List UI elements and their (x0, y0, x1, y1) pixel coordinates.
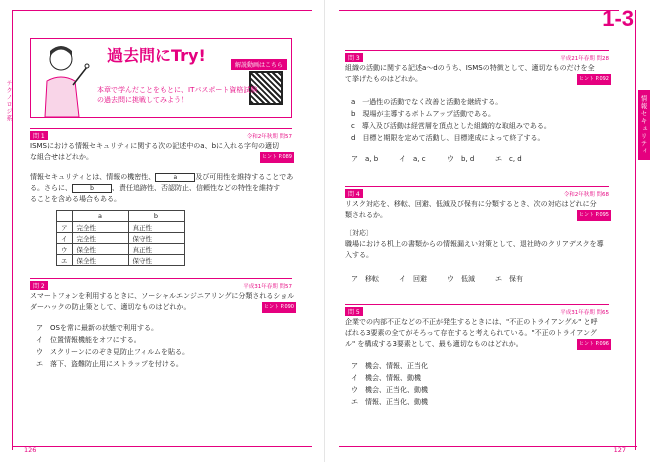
statement-item: b 現場が主導するボトムアップ活動である。 (351, 110, 495, 118)
question-line: リスク対応を、移転、回避、低減及び保有に分類するとき、次の対応はどれに分 (345, 200, 597, 208)
banner-subtitle-line: の過去問に挑戦してみよう！ (97, 96, 188, 104)
question-badge: 問 2 (30, 281, 48, 290)
answer-row (351, 274, 543, 284)
side-tab: テクノロジ系 (5, 80, 12, 122)
body-text: ることを含める場合もある。 (30, 195, 121, 203)
question-text (30, 141, 294, 163)
statement-item: c 導入及び活動は経営層を頂点とした組織的な取組みである。 (351, 122, 551, 130)
chapter-number: 1-3 (602, 6, 634, 31)
table-header-cell: b (128, 211, 184, 222)
answer-option[interactable]: イ a, c (399, 155, 426, 163)
answer-option[interactable]: ア 移転 (351, 275, 379, 283)
question-text (30, 291, 296, 313)
question-source: 平成31年春期 問65 (560, 309, 609, 316)
answer-option[interactable]: ウ b, d (447, 155, 475, 163)
hint-badge[interactable]: ヒント P.095 (577, 210, 611, 221)
answer-option[interactable]: イ 回避 (399, 275, 427, 283)
table-header-row (57, 211, 185, 222)
hint-badge[interactable]: ヒント P.089 (260, 152, 294, 163)
question-line: スマートフォンを利用するときに、ソーシャルエンジニアリングに分類されるショル (30, 292, 295, 300)
table-cell: 保全性 (72, 244, 128, 255)
response-text: 職場における机上の書類からの情報漏えい対策として、退社時のクリアデスクを導 (345, 240, 604, 248)
answer-row (351, 154, 543, 164)
question-header (30, 128, 292, 140)
question-line: 組織の活動に関する記述a〜dのうち、ISMSの特徴として、適切なものだけを全 (345, 64, 595, 72)
question-source: 令和2年秋期 問57 (246, 133, 292, 140)
question-header (345, 186, 609, 198)
question-line: て挙げたものはどれか。 (345, 75, 422, 83)
body-text: 情報セキュリティとは、情報の機密性、 (30, 173, 156, 181)
question-body (30, 172, 294, 205)
question-badge: 問 3 (345, 53, 363, 62)
question-line: ダーハックの防止策として、適切なものはどれか。 (30, 303, 191, 311)
person-illustration (35, 41, 91, 117)
question-text (345, 199, 611, 221)
frame-line (339, 446, 637, 447)
question-line: 企業での内部不正などの不正が発生するときには、"不正のトライアングル" と呼 (345, 318, 598, 326)
frame-line (12, 10, 312, 11)
table-cell: ウ (57, 244, 73, 255)
answer-option[interactable]: ウ 低減 (447, 275, 475, 283)
hint-badge[interactable]: ヒント P.092 (577, 74, 611, 85)
question-source: 令和2年秋期 問68 (563, 191, 609, 198)
blank-box-b: b (72, 184, 112, 193)
frame-line (339, 10, 619, 11)
option-item[interactable]: ウ スクリーンにのぞき見防止フィルムを貼る。 (36, 348, 190, 356)
banner-subtitle-line: 本章で学んだことをもとに、ITパスポート資格試験 (97, 86, 258, 94)
answer-table (56, 210, 185, 266)
answer-option[interactable]: エ c, d (495, 155, 522, 163)
option-item[interactable]: ア 機会、情報、正当化 (351, 362, 428, 370)
response-text: 入する。 (345, 251, 373, 259)
video-tag[interactable]: 解説動画はこちら (231, 59, 287, 70)
question-header (345, 304, 609, 316)
section-tab[interactable]: 情報セキュリティ (638, 90, 650, 160)
question-line: ル" を構成する3要素として、最も適切なものはどれか。 (345, 340, 523, 348)
options-list (351, 360, 591, 408)
table-header-cell: a (72, 211, 128, 222)
table-cell: 保守性 (128, 233, 184, 244)
table-cell: 保守性 (128, 255, 184, 266)
table-cell: 保全性 (72, 255, 128, 266)
frame-line (635, 10, 636, 450)
table-row (57, 255, 185, 266)
response-label: 〔対応〕 (345, 229, 373, 237)
question-text (345, 317, 611, 350)
question-badge: 問 4 (345, 189, 363, 198)
page-number: 126 (24, 446, 37, 454)
option-item[interactable]: ア OSを常に最新の状態で利用する。 (36, 324, 158, 332)
table-cell: ア (57, 222, 73, 233)
right-page (325, 0, 650, 462)
option-item[interactable]: イ 位置情報機能をオフにする。 (36, 336, 141, 344)
table-cell: 真正性 (128, 222, 184, 233)
frame-line (12, 10, 13, 450)
table-row (57, 222, 185, 233)
table-cell: 完全性 (72, 233, 128, 244)
table-row (57, 233, 185, 244)
body-text: 、責任追跡性、否認防止、信頼性などの特性を維持す (112, 184, 280, 192)
page-number: 127 (613, 446, 626, 454)
frame-line (12, 446, 312, 447)
option-item[interactable]: エ 落下、盗難防止用にストラップを付ける。 (36, 360, 183, 368)
answer-option[interactable]: ア a, b (351, 155, 379, 163)
table-cell: 真正性 (128, 244, 184, 255)
question-source: 平成21年春期 問28 (560, 55, 609, 62)
question-header (345, 50, 609, 62)
table-header-cell (57, 211, 73, 222)
hint-badge[interactable]: ヒント P.096 (577, 339, 611, 350)
hint-badge[interactable]: ヒント P.090 (262, 302, 296, 313)
question-badge: 問 1 (30, 131, 48, 140)
banner-title: 過去問にTry! (107, 46, 206, 65)
question-badge: 問 5 (345, 307, 363, 316)
blank-box-a: a (155, 173, 195, 182)
statement-item: a 一過性の活動でなく改善と活動を継続する。 (351, 98, 503, 106)
option-item[interactable]: ウ 機会、正当化、動機 (351, 386, 428, 394)
body-text: 及び可用性を維持することであ (195, 173, 294, 181)
statement-item: d 目標と期限を定めて活動し、目標達成によって終了する。 (351, 134, 545, 142)
option-item[interactable]: エ 情報、正当化、動機 (351, 398, 428, 406)
try-banner (30, 38, 292, 118)
banner-subtitle (97, 85, 257, 105)
table-cell: イ (57, 233, 73, 244)
question-header (30, 278, 292, 290)
response-block (345, 228, 611, 261)
option-item[interactable]: イ 機会、情報、動機 (351, 374, 421, 382)
question-line: ISMSにおける情報セキュリティに関する次の記述中のa、bに入れる字句の適切 (30, 142, 280, 150)
table-cell: エ (57, 255, 73, 266)
question-line: 類されるか。 (345, 211, 387, 219)
question-line: ばれる3要素の全てがそろって存在すると考えられている。"不正のトライアング (345, 329, 597, 337)
answer-option[interactable]: エ 保有 (495, 275, 523, 283)
options-list (36, 322, 286, 370)
table-cell: 完全性 (72, 222, 128, 233)
question-source: 平成31年春期 問57 (243, 283, 292, 290)
table-row (57, 244, 185, 255)
question-text (345, 63, 611, 85)
statements-list (351, 96, 607, 144)
question-line: な組合せはどれか。 (30, 153, 93, 161)
body-text: る。さらに、 (30, 184, 72, 192)
